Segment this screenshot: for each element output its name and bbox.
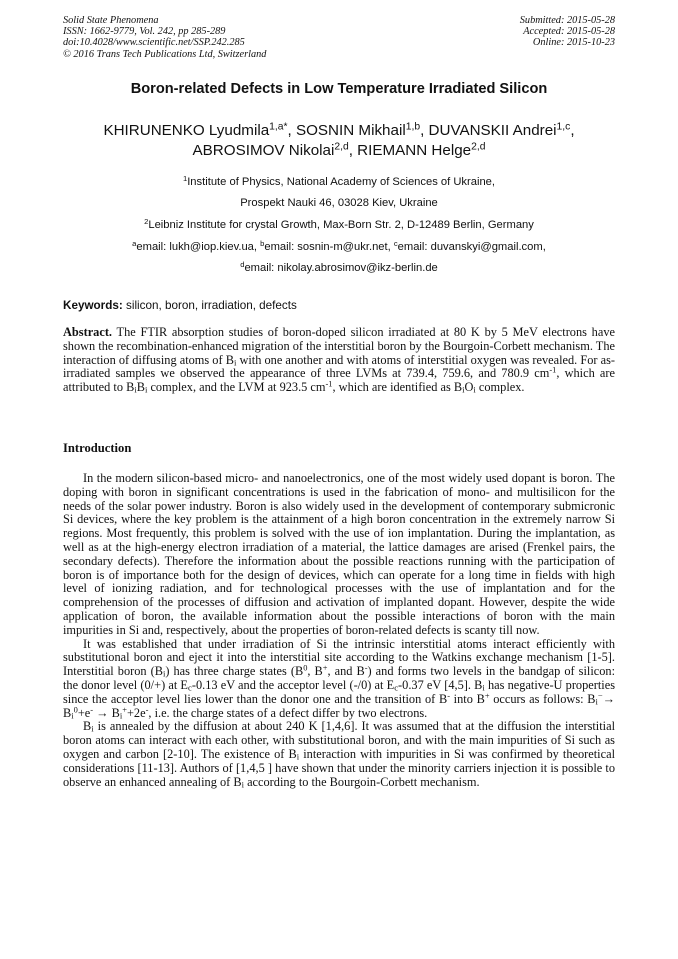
superscript: 0 bbox=[303, 663, 308, 673]
text-run: has negative-U properties since the acceptor level lies lower than the donor one and the transition of B bbox=[63, 677, 616, 706]
affil-sup: 2 bbox=[144, 217, 149, 227]
email-sup: c bbox=[393, 239, 398, 249]
subscript: i bbox=[162, 668, 166, 679]
author-separator: , bbox=[287, 122, 296, 139]
author-affil-sup: 1,a* bbox=[269, 121, 288, 133]
text-run: It was established that under irradiation of Si the intrinsic interstitial atoms interact efficiently with substitutional boron and eject it into the interstitial site according to the Watkins exchange mechanism [1-5]. Interstitial boron (B bbox=[63, 636, 615, 679]
text-run: according to the Bourgoin-Corbett mechanism. bbox=[243, 774, 480, 789]
abstract-text: , which are attributed to B bbox=[63, 366, 615, 395]
author-name: RIEMANN Helge bbox=[357, 142, 472, 159]
author-separator: , bbox=[570, 122, 575, 139]
email-abrosimov[interactable]: email: nikolay.abrosimov@ikz-berlin.de bbox=[244, 262, 438, 274]
superscript: - bbox=[364, 663, 368, 673]
superscript: -1 bbox=[325, 379, 333, 389]
intro-paragraph-3 bbox=[63, 720, 615, 789]
date-submitted: Submitted: 2015-05-28 bbox=[519, 15, 615, 26]
email-sup: a bbox=[132, 239, 137, 249]
subscript: i bbox=[233, 357, 237, 368]
affil-sup: 1 bbox=[182, 174, 188, 184]
subscript: i bbox=[482, 682, 485, 693]
author-separator: , bbox=[420, 122, 429, 139]
abstract-text: The FTIR absorption studies of boron-doped silicon irradiated at 80 K by 5 MeV electrons have shown the recombination-enhanced migration of the interstitial boron by the Bourgoin-Corbett mechanism. The interaction of diffusing atoms of B bbox=[63, 325, 615, 367]
keywords bbox=[63, 299, 615, 312]
date-online: Online: 2015-10-23 bbox=[532, 37, 615, 49]
email-lukh[interactable]: email: lukh@iop.kiev.ua, bbox=[136, 241, 261, 253]
author-list bbox=[40, 121, 638, 161]
superscript: − bbox=[597, 691, 603, 701]
subscript: c bbox=[394, 682, 399, 693]
subscript: i bbox=[91, 724, 94, 735]
affil-text: Leibniz Institute for crystal Growth, Max-Born Str. 2, D-12489 Berlin, Germany bbox=[148, 219, 534, 231]
superscript: - bbox=[447, 691, 450, 701]
text-run: -0.37 eV [4,5]. B bbox=[398, 677, 483, 692]
keywords-label: Keywords: bbox=[63, 299, 123, 312]
text-run: into B bbox=[449, 691, 485, 706]
email-line-2 bbox=[40, 262, 638, 275]
abstract bbox=[63, 326, 615, 395]
journal-copyright: © 2016 Trans Tech Publications Ltd, Switzerland bbox=[63, 48, 267, 60]
abstract-text: complex. bbox=[475, 380, 525, 395]
abstract-paragraph bbox=[63, 326, 615, 395]
affiliation-1-line-1 bbox=[40, 176, 638, 189]
abstract-text: , which are identified as B bbox=[332, 380, 463, 395]
affil-text: Institute of Physics, National Academy of Sciences of Ukraine, bbox=[187, 176, 496, 188]
affil-text: Prospekt Nauki 46, 03028 Kiev, Ukraine bbox=[240, 197, 438, 209]
abstract-text: O bbox=[464, 380, 474, 395]
text-run: +e bbox=[77, 705, 91, 720]
journal-name: Solid State Phenomena bbox=[63, 15, 159, 26]
text-run: -0.13 eV and the acceptor level (-/0) at E bbox=[191, 677, 395, 692]
superscript: 0 bbox=[73, 705, 78, 715]
author-name: SOSNIN Mikhail bbox=[295, 122, 406, 139]
author-separator: , bbox=[348, 142, 358, 159]
email-sup: d bbox=[240, 260, 245, 270]
date-accepted: Accepted: 2015-05-28 bbox=[523, 26, 615, 38]
introduction-body bbox=[63, 472, 615, 789]
author-name: DUVANSKII Andrei bbox=[428, 122, 557, 139]
abstract-label: Abstract. bbox=[63, 325, 113, 339]
keywords-text: silicon, boron, irradiation, defects bbox=[122, 299, 297, 312]
superscript: -1 bbox=[549, 366, 557, 376]
subscript: i bbox=[134, 384, 137, 395]
superscript: + bbox=[122, 705, 127, 715]
author-affil-sup: 2,d bbox=[334, 141, 349, 153]
author-affil-sup: 1,b bbox=[405, 121, 421, 133]
subscript: c bbox=[187, 682, 192, 693]
email-sosnin[interactable]: email: sosnin-m@ukr.net, bbox=[264, 241, 394, 253]
paper-title: Boron-related Defects in Low Temperature Irradiated Silicon bbox=[130, 81, 548, 97]
abstract-text: with one another and with atoms of interstitial oxygen was revealed. For as-irradiated samples we observed the appearance of three LVMs at 739.4, 759.6, and 780.9 cm bbox=[63, 352, 616, 381]
author-affil-sup: 1,c bbox=[556, 121, 571, 133]
text-run: , B bbox=[307, 664, 323, 679]
text-run: , i.e. the charge states of a defect differ by two electrons. bbox=[148, 705, 428, 720]
text-run: ) and forms two levels in the bandgap of silicon: the donor level (0/+) at E bbox=[63, 664, 616, 692]
text-run: +2e bbox=[126, 705, 146, 720]
submission-dates bbox=[520, 15, 615, 49]
journal-doi: doi:10.4028/www.scientific.net/SSP.242.285 bbox=[63, 37, 245, 49]
author-name: ABROSIMOV Nikolai bbox=[192, 142, 335, 159]
text-run: B bbox=[83, 719, 92, 734]
affiliation-1-line-2 bbox=[40, 197, 638, 210]
subscript: i bbox=[462, 384, 465, 395]
journal-issn: ISSN: 1662-9779, Vol. 242, pp 285-289 bbox=[63, 26, 226, 38]
text-run: , and B bbox=[327, 664, 365, 679]
section-heading-introduction: Introduction bbox=[63, 441, 132, 455]
subscript: i bbox=[473, 384, 476, 395]
author-affil-sup: 2,d bbox=[471, 141, 486, 153]
intro-paragraph-2 bbox=[63, 638, 615, 721]
email-line-1 bbox=[40, 241, 638, 254]
subscript: i bbox=[595, 696, 598, 707]
text-run: is annealed by the diffusion at about 240 K [1,4,6]. It was assumed that at the diffusion the interstitial boron atoms can interact with each other, with substitutional boron, and with the main impurities of Si such as oxygen and carbon [2-10]. The existence of B bbox=[63, 719, 615, 761]
superscript: + bbox=[322, 663, 328, 673]
subscript: i bbox=[144, 384, 148, 395]
superscript: - bbox=[145, 705, 149, 715]
abstract-text: B bbox=[136, 380, 145, 395]
email-duvanskyi[interactable]: email: duvanskyi@gmail.com, bbox=[397, 241, 546, 253]
subscript: i bbox=[119, 710, 123, 721]
journal-info bbox=[63, 15, 266, 60]
email-sup: b bbox=[260, 239, 265, 249]
text-run: → B bbox=[63, 691, 615, 720]
text-run: interaction with impurities in Si was confirmed by theoretical considerations [11-13]. Authors of [1,4,5 ] have shown that under the minority carriers injection it is possible to observe an enhanced annealing of B bbox=[63, 746, 615, 789]
superscript: + bbox=[484, 691, 490, 701]
superscript: - bbox=[90, 705, 94, 715]
text-run: ) has three charge states (B bbox=[165, 664, 304, 679]
subscript: i bbox=[296, 751, 300, 762]
text-run: occurs as follows: B bbox=[489, 691, 596, 706]
text-run: → B bbox=[93, 705, 120, 720]
subscript: i bbox=[71, 710, 74, 721]
affiliation-2 bbox=[40, 219, 638, 232]
abstract-text: complex, and the LVM at 923.5 cm bbox=[147, 380, 326, 395]
author-name: KHIRUNENKO Lyudmila bbox=[103, 122, 270, 139]
subscript: i bbox=[241, 779, 244, 790]
intro-paragraph-1: In the modern silicon-based micro- and nanoelectronics, one of the most widely used dopant is boron. The doping with boron in significant concentrations is used in the fabrication of mono- and multisilicon for the needs of the solar power industry. Boron is also widely used in the development of contemporary submicronic Si devices, where the key problem is the attainment of a high boron concentration in the extremely narrow Si regions. Most frequently, this problem is solved with the use of ion implantation. During the implantation, as well as at the high-energy electron irradiation of a material, the lattice damages are arised (Frenkel pairs, the secondary defects). Therefore the information about the possible reactions running with the participation of boron is of importance both for the design of devices, which can operate for a long time in fields with high level of ionizing radiation, and for technological processes with the use of implantation and for the comprehension of the processes of diffusion and activation of implanted dopant. However, despite the wide application of boron, the available information about the possible interactions of boron with the main impurities in Si and, respectively, about the properties of boron-related defects is scanty till now. bbox=[63, 471, 615, 637]
